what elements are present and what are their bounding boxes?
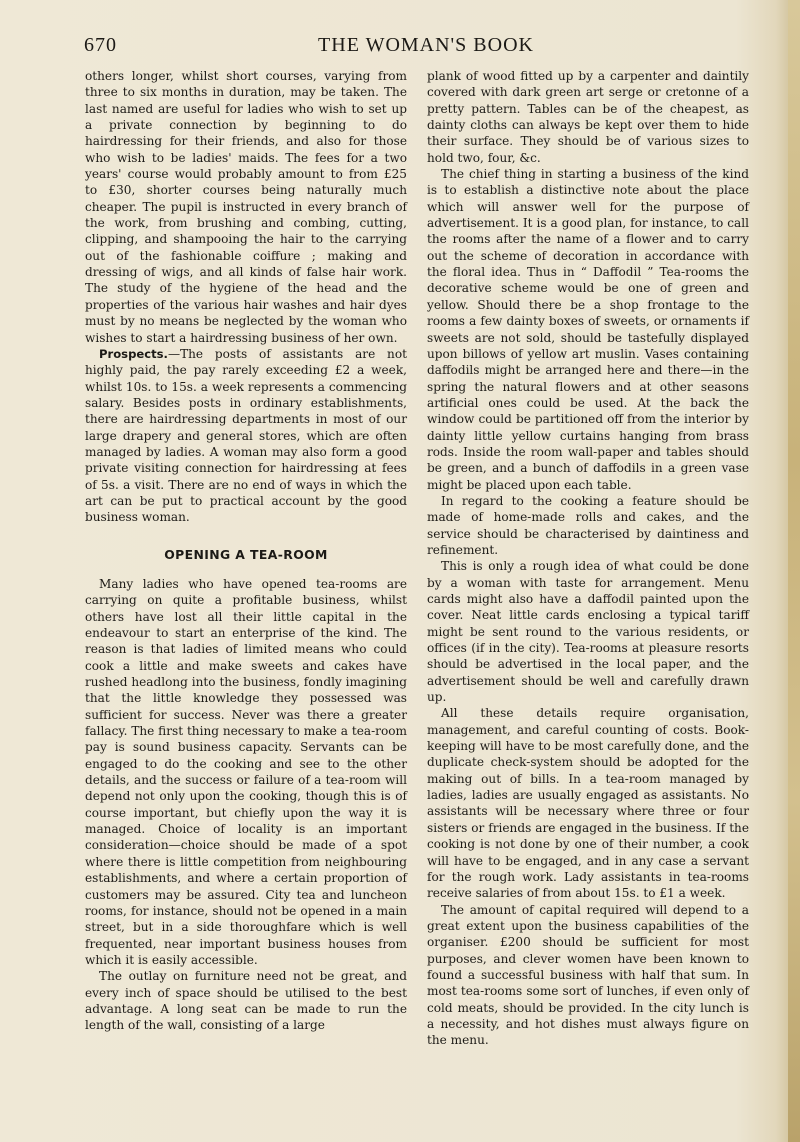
running-head: THE WOMAN'S BOOK [318,34,534,56]
paragraph: In regard to the cooking a feature should be made of home-made rolls and cakes, and the service should be characterised by daintiness and refinement. [427,493,749,557]
paragraph: The outlay on furniture need not be great, and every inch of space should be utilised to the best advantage. A long seat can be made to run the length of the wall, consisting of a large [85,969,407,1033]
page-edge [788,0,800,1142]
run-in-heading: Prospects. [99,346,168,361]
section-heading: OPENING A TEA-ROOM [164,546,328,562]
paragraph: plank of wood fitted up by a carpenter and daintily covered with dark green art serge or cretonne of a pretty pattern. Tables can be of the cheapest, as dainty cloths can always be kept over them to hide their surface. They should be of various sizes to hold two, four, &c. [427,69,749,165]
right-column [427,68,749,1049]
paragraph: The chief thing in starting a business of the kind is to establish a distinctive note about the place which will answer well for the purpose of advertisement. It is a good plan, for instance, to call the rooms after the name of a flower and to carry out the scheme of decoration in accordance with the floral idea. Thus in “ Daffodil ” Tea-rooms the decorative scheme would be one of green and yellow. Should there be a shop frontage to the rooms a few dainty boxes of sweets, or ornaments if sweets are not sold, should be tastefully displayed upon billows of yellow art muslin. Vases containing daffodils might be arranged here and there—in the spring the natural flowers and at other seasons artificial ones could be used. At the back the window could be partitioned off from the interior by dainty little yellow curtains hanging from brass rods. Inside the room wall-paper and tables should be green, and a bunch of daffodils in a green vase might be placed upon each table. [427,167,749,492]
paragraph: The amount of capital required will depend to a great extent upon the business capabilities of the organiser. £200 should be sufficient for most purposes, and clever women have been known to found a successful business with half that sum. In most tea-rooms some sort of lunches, if even only of cold meats, should be provided. In the city lunch is a necessity, and hot dishes must always figure on the menu. [427,902,749,1048]
left-column [85,68,407,1034]
paragraph: All these details require organisation, management, and careful counting of costs. Book-keeping will have to be most carefully done, and the duplicate check-system should be adopted for the making out of bills. In a tea-room managed by ladies, ladies are usually engaged as assistants. No assistants will be necessary where three or four sisters or friends are engaged in the business. If the cooking is not done by one of their number, a cook will have to be engaged, and in any case a servant for the rough work. Lady assistants in tea-rooms receive salaries of from about 15s. to £1 a week. [427,706,749,901]
page-header [84,34,768,56]
paragraph-text: —The posts of assistants are not highly paid, the pay rarely exceeding £2 a week, whilst 10s. to 15s. a week represents a commencing salary. Besides posts in ordinary establishments, there are hairdressing departments in most of our large drapery and general stores, which are often managed by ladies. A woman may also form a good private visiting connection for hairdressing at fees of 5s. a visit. There are no end of ways in which the art can be put to practical account by the good business woman. [85,346,407,525]
paragraph-prospects [85,346,407,526]
paragraph: This is only a rough idea of what could be done by a woman with taste for arrangement. Menu cards might also have a daffodil painted upon the cover. Neat little cards enclosing a typical tariff might be sent round to the various residents, or offices (if in the city). Tea-rooms at pleasure resorts should be advertised in the local paper, and the advertisement should be well and carefully drawn up. [427,559,749,705]
page-number: 670 [84,34,117,56]
paragraph: others longer, whilst short courses, varying from three to six months in duration, may be taken. The last named are useful for ladies who wish to set up a private connection by beginning to do hairdressing for their friends, and also for those who wish to be ladies' maids. The fees for a two years' course would probably amount to from £25 to £30, shorter courses being naturally much cheaper. The pupil is instructed in every branch of the work, from brushing and combing, cutting, clipping, and shampooing the hair to the carrying out of the fashionable coiffure ; making and dressing of wigs, and all kinds of false hair work. The study of the hygiene of the head and the properties of the various hair washes and hair dyes must by no means be neglected by the woman who wishes to start a hairdressing business of her own. [85,69,407,345]
paragraph: Many ladies who have opened tea-rooms are carrying on quite a profitable business, whilst others have lost all their little capital in the endeavour to start an enterprise of the kind. The reason is that ladies of limited means who could cook a little and make sweets and cakes have rushed headlong into the business, fondly imagining that the little knowledge they possessed was sufficient for success. Never was there a greater fallacy. The first thing necessary to make a tea-room pay is sound business capacity. Servants can be engaged to do the cooking and see to the other details, and the success or failure of a tea-room will depend not only upon the cooking, though this is of course important, but chiefly upon the way it is managed. Choice of locality is an important consideration—choice should be made of a spot where there is little competition from neighbouring establishments, and where a certain proportion of customers may be assured. City tea and luncheon rooms, for instance, should not be opened in a main street, but in a side thoroughfare which is well frequented, near important business houses from which it is easily accessible. [85,576,407,967]
